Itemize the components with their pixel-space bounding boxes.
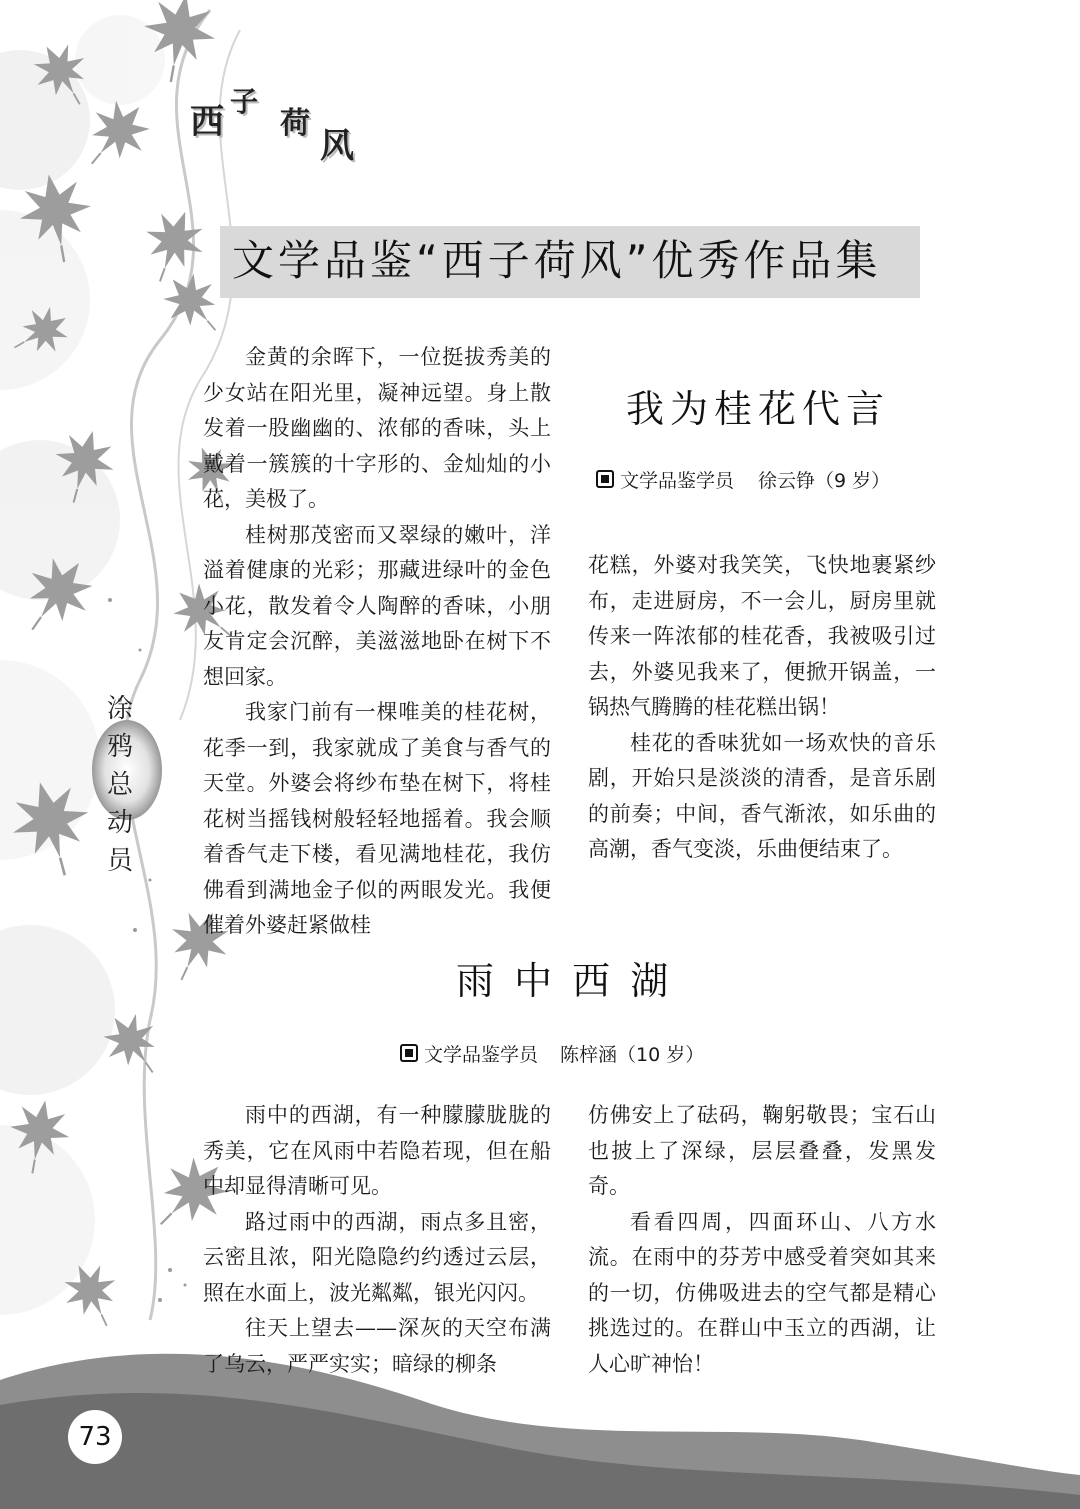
- collection-title: 文学品鉴“西子荷风”优秀作品集: [232, 236, 882, 285]
- article1-column-left: [203, 340, 551, 944]
- section-logo: [190, 80, 370, 166]
- side-label-text: 涂鸦总动员: [106, 694, 133, 876]
- article1-paragraph: 桂花的香味犹如一场欢快的音乐剧，开始只是淡淡的清香，是音乐剧的前奏；中间，香气渐浓，如乐曲的高潮，香气变淡，乐曲便结束了。: [588, 730, 936, 861]
- page-number: 73: [68, 1410, 122, 1464]
- byline-name: 陈梓涵（10 岁）: [560, 1044, 705, 1066]
- article2-paragraph: 仿佛安上了砝码，鞠躬敬畏；宝石山也披上了深绿，层层叠叠，发黑发奇。: [588, 1103, 936, 1198]
- side-label: [92, 690, 162, 876]
- article2-paragraph: 往天上望去——深灰的天空布满了乌云，严严实实；暗绿的柳条: [203, 1316, 551, 1376]
- article2-byline: [400, 1040, 704, 1067]
- byline-name: 徐云铮（9 岁）: [758, 470, 891, 492]
- logo-char-3: 荷: [280, 106, 310, 141]
- bubbles: [0, 15, 165, 1315]
- article2-column-right: [588, 1098, 936, 1382]
- byline-role: 文学品鉴学员: [424, 1044, 539, 1066]
- article1-byline: [596, 466, 890, 493]
- article2-paragraph: 路过雨中的西湖，雨点多且密，云密且浓，阳光隐隐约约透过云层，照在水面上，波光粼粼，银光闪闪。: [203, 1209, 551, 1305]
- article1-paragraph: 花糕，外婆对我笑笑，飞快地裹紧纱布，走进厨房，不一会儿，厨房里就传来一阵浓郁的桂花香，我被吸引过去，外婆见我来了，便掀开锅盖，一锅热气腾腾的桂花糕出锅！: [588, 553, 936, 719]
- logo-char-2: 子: [230, 85, 259, 118]
- byline-marker-icon: [596, 470, 614, 488]
- article2-paragraph: 雨中的西湖，有一种朦朦胧胧的秀美，它在风雨中若隐若现，但在船中却显得清晰可见。: [203, 1103, 551, 1198]
- logo-char-1: 西: [190, 102, 224, 142]
- logo-char-4: 风: [320, 126, 354, 166]
- article1-paragraph: 桂树那茂密而又翠绿的嫩叶，洋溢着健康的光彩；那藏进绿叶的金色小花，散发着令人陶醉的香味，小朋友肯定会沉醉，美滋滋地卧在树下不想回家。: [203, 522, 551, 689]
- article1-column-right: [588, 548, 936, 868]
- article1-paragraph: 金黄的余晖下，一位挺拔秀美的少女站在阳光里，凝神远望。身上散发着一股幽幽的、浓郁的香味，头上戴着一簇簇的十字形的、金灿灿的小花，美极了。: [203, 345, 551, 511]
- article2-title: 雨 中 西 湖: [456, 959, 673, 1003]
- article2-column-left: [203, 1098, 551, 1382]
- article1-paragraph: 我家门前有一棵唯美的桂花树，花季一到，我家就成了美食与香气的天堂。外婆会将纱布垫在树下，将桂花树当摇钱树般轻轻地摇着。我会顺着香气走下楼，看见满地桂花，我仿佛看到满地金子似的两眼发光。我便催着外婆赶紧做桂: [203, 700, 551, 937]
- article2-paragraph: 看看四周，四面环山、八方水流。在雨中的芬芳中感受着突如其来的一切，仿佛吸进去的空气都是精心挑选过的。在群山中玉立的西湖，让人心旷神怡！: [588, 1209, 936, 1376]
- byline-marker-icon: [400, 1044, 418, 1062]
- byline-role: 文学品鉴学员: [620, 470, 735, 492]
- article1-title: 我为桂花代言: [626, 387, 891, 431]
